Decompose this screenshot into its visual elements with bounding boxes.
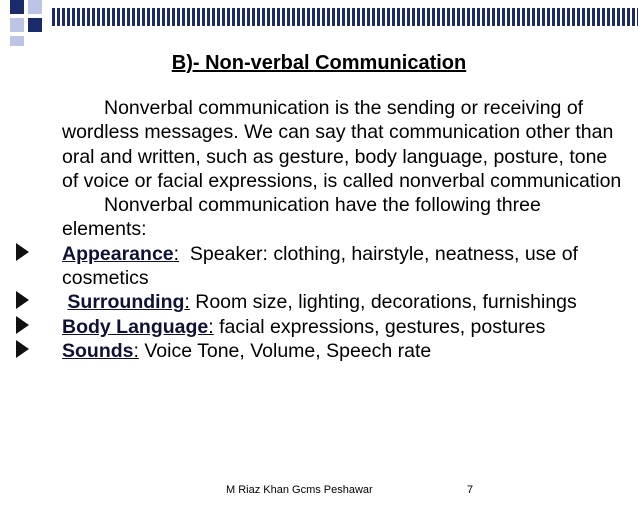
term-colon: : [184,291,190,314]
term: Surrounding [67,291,185,314]
paragraph-definition: Nonverbal communication is the sending or receiving of wordless messages. We can say that communication other than oral and written, such as gesture, body language, posture, tone of voice or facial expressions, is called nonverbal communication [62,97,622,192]
term-colon: : [208,315,214,338]
footer-author: M Riaz Khan Gcms Peshawar [226,484,373,496]
term: Body Language [62,315,209,338]
elements-list [62,242,622,363]
bullet-arrow-icon [16,316,29,334]
deco-square [28,0,42,14]
list-item-body-language [62,315,622,339]
page-number: 7 [467,484,474,496]
deco-square [10,18,24,32]
header-decoration [0,0,638,50]
slide-title: B)- Non-verbal Communication [171,52,467,74]
list-item-sounds [62,339,622,363]
term-colon: : [133,339,139,362]
bullet-arrow-icon [16,340,29,358]
list-item-surrounding [62,290,622,314]
item-text: facial expressions, gestures, postures [213,315,546,338]
item-text: Voice Tone, Volume, Speech rate [138,339,432,362]
header-stripe [52,8,638,26]
bullet-arrow-icon [16,291,29,309]
term-colon: : [173,242,180,265]
paragraph-elements-intro: Nonverbal communication have the following three elements: [62,194,541,241]
term: Appearance [62,242,174,265]
slide-body [62,96,622,363]
deco-square [10,0,24,14]
item-text: Speaker: clothing, hairstyle, neatness, use of cosmetics [62,242,584,290]
bullet-arrow-icon [16,243,29,261]
deco-square [28,18,42,32]
item-text: Room size, lighting, decorations, furnishings [189,291,577,314]
list-item-appearance [62,242,622,291]
term: Sounds [62,339,134,362]
deco-square [10,36,24,46]
